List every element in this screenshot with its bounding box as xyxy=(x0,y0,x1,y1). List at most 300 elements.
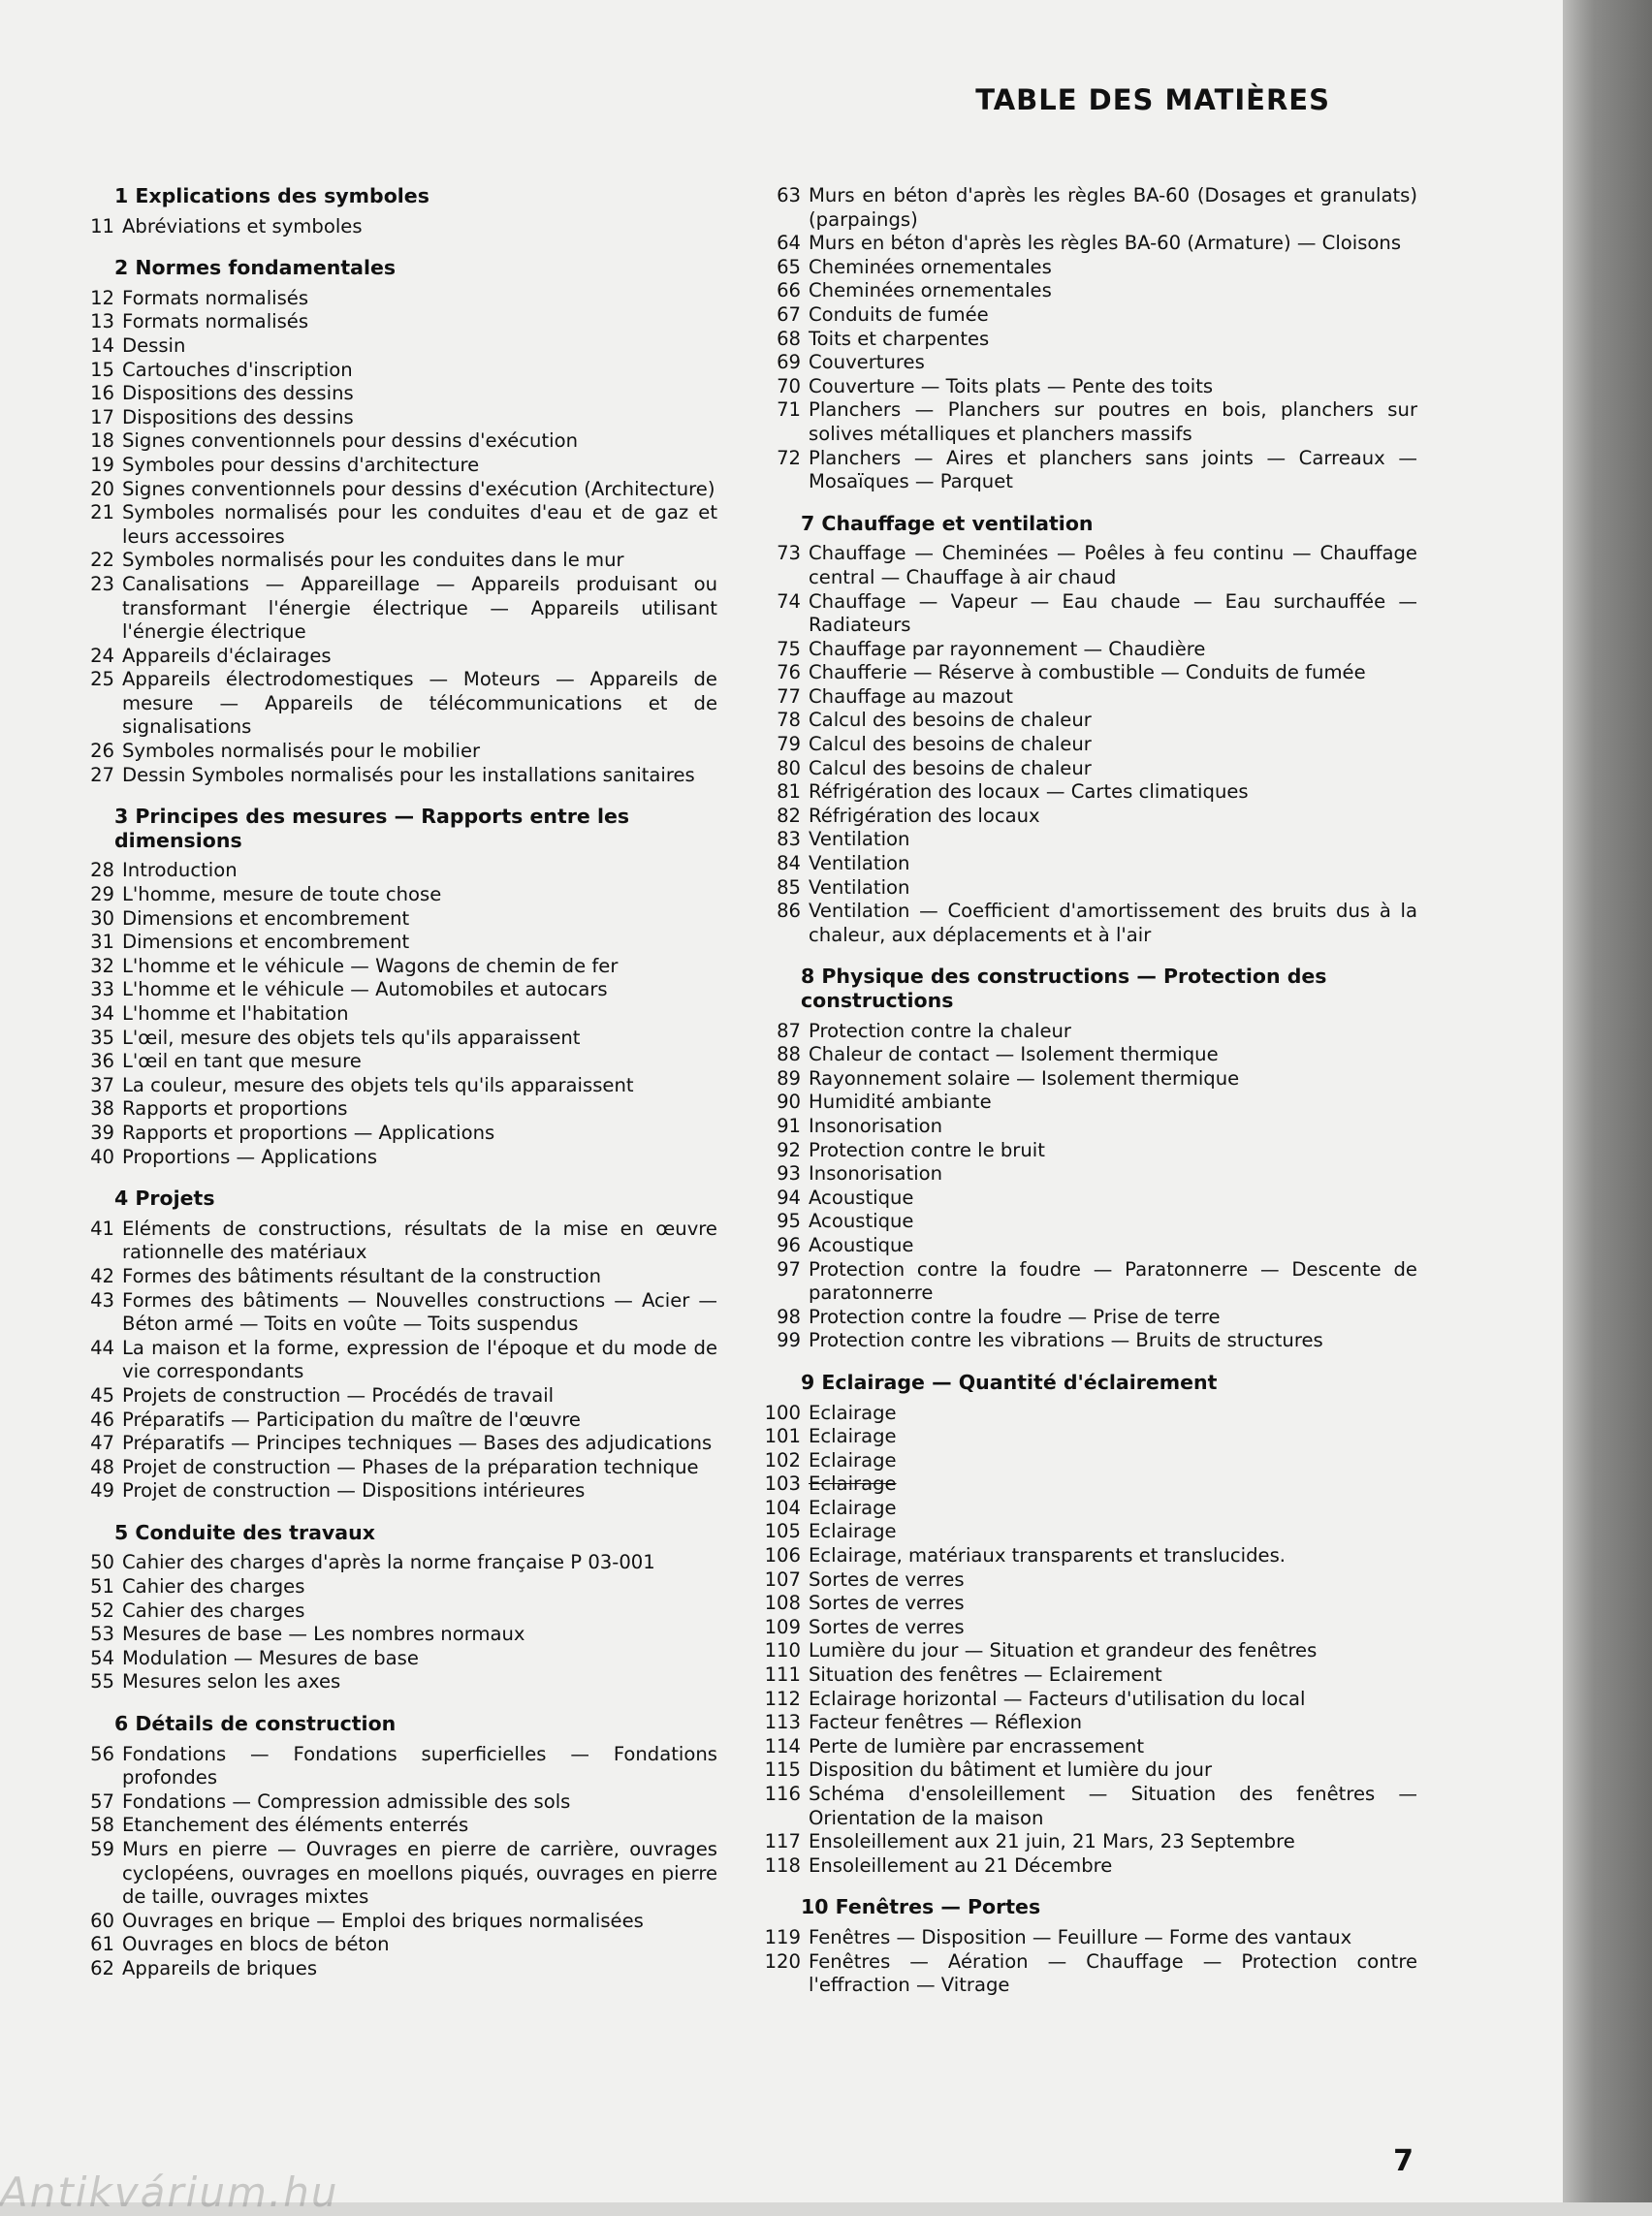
entry-title: Sortes de verres xyxy=(809,1567,965,1591)
entry-page-number: 21 xyxy=(90,501,114,524)
toc-entry xyxy=(758,279,1417,303)
entry-page-number: 84 xyxy=(777,852,801,875)
entry-page-number: 68 xyxy=(777,327,801,350)
entry-page-number: 93 xyxy=(777,1162,801,1186)
toc-entry xyxy=(758,256,1417,280)
entry-page-number: 60 xyxy=(90,1909,114,1932)
toc-entry xyxy=(758,303,1417,328)
page-edge-shadow xyxy=(1563,0,1652,2202)
entry-title: Cheminées ornementales xyxy=(809,255,1052,278)
toc-entry xyxy=(76,931,717,955)
entry-page-number: 12 xyxy=(90,286,114,309)
entry-page-number: 57 xyxy=(90,1789,114,1813)
toc-entry xyxy=(758,1306,1417,1330)
toc-entry xyxy=(758,184,1417,232)
toc-entry xyxy=(76,359,717,383)
entry-page-number: 75 xyxy=(777,637,801,660)
toc-entry xyxy=(758,542,1417,589)
entry-page-number: 49 xyxy=(90,1479,114,1503)
entry-title: Eclairage xyxy=(809,1401,897,1424)
toc-entry xyxy=(76,1027,717,1051)
entry-title: Appareils d'éclairages xyxy=(122,644,332,667)
entry-page-number: 101 xyxy=(764,1425,801,1448)
toc-entry xyxy=(758,1115,1417,1139)
entry-page-number: 28 xyxy=(90,859,114,882)
toc-entry xyxy=(76,287,717,311)
entry-page-number: 97 xyxy=(777,1257,801,1281)
entry-title: La maison et la forme, expression de l'époque et du mode de vie correspondants xyxy=(122,1336,717,1383)
entry-page-number: 73 xyxy=(777,542,801,565)
entry-title: Introduction xyxy=(122,859,238,882)
entry-title: Ouvrages en blocs de béton xyxy=(122,1933,390,1956)
entry-title: Dispositions des dessins xyxy=(122,382,354,405)
toc-entry xyxy=(758,1544,1417,1568)
entry-page-number: 53 xyxy=(90,1623,114,1646)
toc-entry xyxy=(76,1074,717,1098)
entry-title: Humidité ambiante xyxy=(809,1091,992,1114)
entry-page-number: 106 xyxy=(764,1544,801,1567)
entry-page-number: 41 xyxy=(90,1217,114,1240)
toc-entry xyxy=(76,668,717,740)
entry-title: Fondations — Fondations superficielles — Fondations profondes xyxy=(122,1742,717,1789)
entry-title: Fenêtres — Aération — Chauffage — Protection contre l'effraction — Vitrage xyxy=(809,1949,1417,1997)
entry-title: Planchers — Aires et planchers sans joints — Carreaux — Mosaïques — Parquet xyxy=(809,446,1417,493)
entry-title: Toits et charpentes xyxy=(809,327,990,350)
entry-title: Proportions — Applications xyxy=(122,1145,378,1168)
toc-entry xyxy=(76,1910,717,1934)
toc-entry xyxy=(76,1647,717,1671)
toc-entry xyxy=(76,454,717,478)
toc-entry xyxy=(76,1599,717,1624)
toc-entry xyxy=(76,1551,717,1575)
entry-title: Chauffage — Vapeur — Eau chaude — Eau surchauffée — Radiateurs xyxy=(809,589,1417,637)
toc-entry xyxy=(758,375,1417,399)
entry-page-number: 117 xyxy=(764,1830,801,1853)
toc-entry xyxy=(758,590,1417,638)
entry-page-number: 65 xyxy=(777,255,801,278)
entry-title: Appareils électrodomestiques — Moteurs — Appareils de mesure — Appareils de télécommunications et de signalisations xyxy=(122,668,717,739)
entry-title: Eclairage xyxy=(809,1520,897,1543)
toc-entry xyxy=(76,978,717,1002)
toc-entry xyxy=(758,638,1417,662)
toc-entry xyxy=(758,876,1417,901)
toc-entry xyxy=(758,900,1417,947)
entry-title: Acoustique xyxy=(809,1210,914,1233)
entry-page-number: 83 xyxy=(777,828,801,851)
entry-page-number: 24 xyxy=(90,644,114,667)
entry-title: Sortes de verres xyxy=(809,1615,965,1638)
entry-page-number: 48 xyxy=(90,1455,114,1478)
entry-page-number: 74 xyxy=(777,589,801,613)
entry-page-number: 46 xyxy=(90,1408,114,1431)
entry-page-number: 88 xyxy=(777,1043,801,1066)
entry-title: L'homme, mesure de toute chose xyxy=(122,883,442,906)
entry-title: L'homme et le véhicule — Automobiles et autocars xyxy=(122,978,608,1001)
toc-entry xyxy=(76,1432,717,1456)
toc-entry xyxy=(76,382,717,406)
toc-entry xyxy=(76,573,717,645)
entry-page-number: 105 xyxy=(764,1520,801,1543)
toc-entry xyxy=(76,1479,717,1504)
entry-page-number: 14 xyxy=(90,333,114,357)
entry-page-number: 96 xyxy=(777,1233,801,1256)
toc-entry xyxy=(758,1520,1417,1544)
toc-entry xyxy=(758,398,1417,446)
toc-entry xyxy=(758,1020,1417,1044)
entry-title: Cahier des charges xyxy=(122,1599,305,1622)
entry-title: Ventilation — Coefficient d'amortissement des bruits dus à la chaleur, aux déplacements et à l'air xyxy=(809,900,1417,946)
toc-entry xyxy=(758,1425,1417,1449)
section-heading: 5 Conduite des travaux xyxy=(114,1520,375,1544)
entry-page-number: 76 xyxy=(777,661,801,684)
toc-entry xyxy=(758,1663,1417,1688)
entry-title: Eclairage, matériaux transparents et translucides. xyxy=(809,1544,1287,1567)
entry-page-number: 19 xyxy=(90,453,114,476)
toc-entry xyxy=(758,805,1417,829)
entry-title: Modulation — Mesures de base xyxy=(122,1646,419,1669)
entry-page-number: 109 xyxy=(764,1615,801,1638)
toc-entry xyxy=(758,733,1417,757)
entry-title: Symboles normalisés pour les conduites d'eau et de gaz et leurs accessoires xyxy=(122,501,717,548)
entry-page-number: 79 xyxy=(777,733,801,756)
entry-page-number: 78 xyxy=(777,709,801,732)
toc-entry xyxy=(76,1218,717,1265)
entry-title: Rayonnement solaire — Isolement thermique xyxy=(809,1066,1240,1090)
toc-left-column xyxy=(76,184,717,1981)
toc-entry xyxy=(758,1568,1417,1593)
entry-title: Couvertures xyxy=(809,351,925,374)
toc-entry xyxy=(76,1838,717,1910)
toc-entry xyxy=(758,1688,1417,1712)
toc-entry xyxy=(758,780,1417,805)
entry-title: Ensoleillement aux 21 juin, 21 Mars, 23 Septembre xyxy=(809,1830,1295,1853)
entry-page-number: 31 xyxy=(90,931,114,954)
entry-title: Formes des bâtiments — Nouvelles constructions — Acier — Béton armé — Toits en voûte — Toits suspendus xyxy=(122,1288,717,1336)
entry-page-number: 39 xyxy=(90,1121,114,1144)
entry-title: Projets de construction — Procédés de travail xyxy=(122,1383,555,1407)
section-heading: 8 Physique des constructions — Protection des constructions xyxy=(801,965,1327,1012)
toc-entry xyxy=(758,351,1417,375)
toc-entry xyxy=(76,1337,717,1384)
entry-page-number: 87 xyxy=(777,1019,801,1042)
entry-title: Ensoleillement au 21 Décembre xyxy=(809,1853,1113,1877)
section-heading: 10 Fenêtres — Portes xyxy=(801,1895,1041,1919)
entry-page-number: 62 xyxy=(90,1956,114,1979)
section-heading: 2 Normes fondamentales xyxy=(114,256,397,280)
entry-title: Conduits de fumée xyxy=(809,302,989,326)
entry-page-number: 16 xyxy=(90,382,114,405)
entry-page-number: 47 xyxy=(90,1432,114,1455)
entry-title: Ouvrages en brique — Emploi des briques normalisées xyxy=(122,1909,644,1932)
entry-page-number: 35 xyxy=(90,1026,114,1049)
entry-page-number: 22 xyxy=(90,549,114,572)
entry-title: Signes conventionnels pour dessins d'exécution xyxy=(122,429,579,453)
section-heading: 3 Principes des mesures — Rapports entre les dimensions xyxy=(114,805,630,852)
entry-page-number: 113 xyxy=(764,1711,801,1734)
toc-entry xyxy=(758,1067,1417,1092)
toc-entry xyxy=(76,310,717,334)
entry-title: Murs en béton d'après les règles BA-60 (Armature) — Cloisons xyxy=(809,232,1402,255)
entry-title: Chauffage par rayonnement — Chaudière xyxy=(809,637,1206,660)
entry-page-number: 63 xyxy=(777,184,801,206)
entry-title: Lumière du jour — Situation et grandeur des fenêtres xyxy=(809,1639,1318,1662)
toc-entry xyxy=(758,685,1417,710)
toc-entry xyxy=(76,1456,717,1480)
toc-entry xyxy=(76,859,717,883)
toc-entry xyxy=(758,1950,1417,1998)
entry-page-number: 102 xyxy=(764,1448,801,1472)
entry-page-number: 116 xyxy=(764,1783,801,1805)
toc-entry xyxy=(758,1854,1417,1879)
entry-page-number: 92 xyxy=(777,1138,801,1161)
entry-title: Protection contre le bruit xyxy=(809,1138,1045,1161)
entry-page-number: 25 xyxy=(90,668,114,691)
toc-entry xyxy=(76,1265,717,1289)
entry-page-number: 30 xyxy=(90,906,114,930)
toc-entry xyxy=(76,501,717,549)
entry-title: Abréviations et symboles xyxy=(122,214,363,237)
entry-title: Cheminées ornementales xyxy=(809,279,1052,302)
entry-page-number: 15 xyxy=(90,358,114,381)
entry-title: Projet de construction — Phases de la préparation technique xyxy=(122,1455,699,1478)
entry-title: Protection contre la chaleur xyxy=(809,1019,1071,1042)
entry-title: Murs en pierre — Ouvrages en pierre de carrière, ouvrages cyclopéens, ouvrages en moellons piqués, ouvrages en pierre de taille, ouvrages mixtes xyxy=(122,1838,717,1909)
entry-title: Formats normalisés xyxy=(122,286,309,309)
toc-entry xyxy=(76,764,717,788)
entry-page-number: 55 xyxy=(90,1670,114,1694)
entry-page-number: 115 xyxy=(764,1758,801,1782)
entry-page-number: 51 xyxy=(90,1575,114,1599)
entry-page-number: 27 xyxy=(90,763,114,786)
entry-title: Symboles normalisés pour le mobilier xyxy=(122,740,481,763)
entry-page-number: 82 xyxy=(777,804,801,827)
entry-title: Calcul des besoins de chaleur xyxy=(809,709,1092,732)
toc-entry xyxy=(76,1122,717,1146)
toc-entry xyxy=(76,1743,717,1790)
entry-title: Réfrigération des locaux xyxy=(809,804,1040,827)
entry-page-number: 23 xyxy=(90,572,114,595)
toc-entry xyxy=(758,1187,1417,1211)
entry-page-number: 120 xyxy=(764,1949,801,1973)
entry-page-number: 59 xyxy=(90,1838,114,1860)
section-heading: 1 Explications des symboles xyxy=(114,184,429,207)
toc-entry xyxy=(758,328,1417,352)
entry-title: Formats normalisés xyxy=(122,310,309,333)
toc-entry xyxy=(758,1758,1417,1783)
entry-title: Murs en béton d'après les règles BA-60 (Dosages et granulats) (parpaings) xyxy=(809,184,1417,231)
entry-page-number: 86 xyxy=(777,900,801,923)
toc-entry xyxy=(758,1139,1417,1163)
entry-page-number: 36 xyxy=(90,1050,114,1073)
entry-title: Dimensions et encombrement xyxy=(122,931,410,954)
entry-page-number: 13 xyxy=(90,310,114,333)
entry-page-number: 29 xyxy=(90,883,114,906)
page-number: 7 xyxy=(1393,2144,1414,2178)
entry-title: Ventilation xyxy=(809,875,910,899)
toc-entry xyxy=(76,1146,717,1170)
entry-page-number: 111 xyxy=(764,1663,801,1687)
entry-page-number: 58 xyxy=(90,1814,114,1837)
entry-title: Préparatifs — Participation du maître de l'œuvre xyxy=(122,1408,581,1431)
entry-title: Perte de lumière par encrassement xyxy=(809,1734,1145,1757)
entry-page-number: 77 xyxy=(777,684,801,708)
entry-title: L'homme et l'habitation xyxy=(122,1002,349,1025)
entry-title: Disposition du bâtiment et lumière du jour xyxy=(809,1758,1213,1782)
toc-entry xyxy=(76,955,717,979)
entry-page-number: 80 xyxy=(777,756,801,779)
entry-title: Eclairage horizontal — Facteurs d'utilisation du local xyxy=(809,1687,1306,1710)
toc-entry xyxy=(76,1409,717,1433)
entry-title: Mesures de base — Les nombres normaux xyxy=(122,1623,525,1646)
entry-page-number: 52 xyxy=(90,1599,114,1622)
toc-entry xyxy=(76,1623,717,1647)
toc-entry xyxy=(76,740,717,764)
entry-page-number: 99 xyxy=(777,1329,801,1352)
entry-title: Appareils de briques xyxy=(122,1956,318,1979)
toc-entry xyxy=(76,1957,717,1981)
toc-entry xyxy=(76,334,717,359)
entry-title: Calcul des besoins de chaleur xyxy=(809,756,1092,779)
toc-entry xyxy=(76,406,717,430)
entry-title: Chauffage au mazout xyxy=(809,684,1013,708)
entry-title: Projet de construction — Dispositions intérieures xyxy=(122,1479,586,1503)
entry-title: Chaufferie — Réserve à combustible — Conduits de fumée xyxy=(809,661,1366,684)
entry-page-number: 61 xyxy=(90,1933,114,1956)
entry-title: Situation des fenêtres — Eclairement xyxy=(809,1663,1162,1687)
toc-entry xyxy=(758,1711,1417,1735)
entry-title: Dessin xyxy=(122,333,186,357)
entry-title: Eclairage xyxy=(809,1496,897,1519)
entry-title: Cartouches d'inscription xyxy=(122,358,353,381)
entry-title: Dessin Symboles normalisés pour les installations sanitaires xyxy=(122,763,695,786)
entry-title: Ventilation xyxy=(809,828,910,851)
entry-title: Insonorisation xyxy=(809,1114,943,1137)
entry-title: Canalisations — Appareillage — Appareils produisant ou transformant l'énergie électrique — Appareils utilisant l'énergie électrique xyxy=(122,572,717,644)
entry-title: Eclairage xyxy=(809,1425,897,1448)
entry-title: Planchers — Planchers sur poutres en bois, planchers sur solives métalliques et planchers massifs xyxy=(809,398,1417,445)
entry-page-number: 64 xyxy=(777,232,801,255)
entry-page-number: 18 xyxy=(90,429,114,453)
entry-page-number: 85 xyxy=(777,875,801,899)
entry-page-number: 32 xyxy=(90,954,114,977)
entry-title: Eclairage xyxy=(809,1448,897,1472)
entry-title: Ventilation xyxy=(809,852,910,875)
toc-entry xyxy=(76,429,717,454)
toc-entry xyxy=(758,757,1417,781)
entry-page-number: 107 xyxy=(764,1567,801,1591)
entry-page-number: 90 xyxy=(777,1091,801,1114)
entry-page-number: 40 xyxy=(90,1145,114,1168)
entry-page-number: 26 xyxy=(90,740,114,763)
entry-title: Calcul des besoins de chaleur xyxy=(809,733,1092,756)
entry-page-number: 20 xyxy=(90,477,114,500)
entry-title: La couleur, mesure des objets tels qu'ils apparaissent xyxy=(122,1073,634,1096)
toc-entry xyxy=(76,1670,717,1694)
toc-entry xyxy=(758,1472,1417,1497)
entry-title: Rapports et proportions — Applications xyxy=(122,1121,495,1144)
entry-title: Fondations — Compression admissible des sols xyxy=(122,1789,571,1813)
toc-entry xyxy=(758,1449,1417,1473)
toc-entry xyxy=(758,1592,1417,1616)
entry-page-number: 66 xyxy=(777,279,801,302)
toc-entry xyxy=(758,1616,1417,1640)
entry-page-number: 98 xyxy=(777,1305,801,1328)
section-heading: 7 Chauffage et ventilation xyxy=(801,511,1094,535)
entry-title: Chauffage — Cheminées — Poêles à feu continu — Chauffage central — Chauffage à air chaud xyxy=(809,542,1417,588)
toc-entry xyxy=(758,1258,1417,1306)
entry-page-number: 42 xyxy=(90,1264,114,1287)
entry-title: L'œil, mesure des objets tels qu'ils apparaissent xyxy=(122,1026,581,1049)
toc-entry xyxy=(76,478,717,502)
entry-page-number: 108 xyxy=(764,1592,801,1615)
entry-title: Mesures selon les axes xyxy=(122,1670,341,1694)
toc-entry xyxy=(758,852,1417,876)
entry-title: Eléments de constructions, résultats de la mise en œuvre rationnelle des matériaux xyxy=(122,1217,717,1264)
section-heading: 4 Projets xyxy=(114,1187,215,1211)
entry-page-number: 45 xyxy=(90,1383,114,1407)
entry-page-number: 11 xyxy=(90,214,114,237)
toc-entry xyxy=(758,1497,1417,1521)
entry-title: Eclairage xyxy=(809,1472,897,1496)
toc-entry xyxy=(758,1329,1417,1353)
entry-page-number: 43 xyxy=(90,1288,114,1312)
entry-title: Dimensions et encombrement xyxy=(122,906,410,930)
toc-entry xyxy=(76,883,717,907)
toc-entry xyxy=(758,1162,1417,1187)
entry-title: Cahier des charges d'après la norme française P 03-001 xyxy=(122,1551,655,1574)
entry-page-number: 91 xyxy=(777,1114,801,1137)
toc-entry xyxy=(76,645,717,669)
entry-title: Facteur fenêtres — Réflexion xyxy=(809,1711,1083,1734)
toc-entry xyxy=(76,215,717,239)
toc-entry xyxy=(758,447,1417,494)
watermark: Antikvárium.hu xyxy=(0,2169,339,2216)
toc-entry xyxy=(76,1933,717,1957)
entry-title: Sortes de verres xyxy=(809,1592,965,1615)
toc-entry xyxy=(758,1234,1417,1258)
entry-page-number: 81 xyxy=(777,780,801,804)
entry-title: Couverture — Toits plats — Pente des toits xyxy=(809,374,1214,397)
entry-title: Symboles pour dessins d'architecture xyxy=(122,453,480,476)
toc-entry xyxy=(758,232,1417,256)
entry-page-number: 70 xyxy=(777,374,801,397)
entry-page-number: 56 xyxy=(90,1742,114,1765)
page-title: TABLE DES MATIÈRES xyxy=(975,83,1330,116)
toc-entry xyxy=(76,1050,717,1074)
toc-entry xyxy=(758,1043,1417,1067)
entry-page-number: 71 xyxy=(777,398,801,422)
entry-page-number: 112 xyxy=(764,1687,801,1710)
entry-title: Fenêtres — Disposition — Feuillure — Forme des vantaux xyxy=(809,1925,1352,1948)
entry-title: Chaleur de contact — Isolement thermique xyxy=(809,1043,1219,1066)
toc-entry xyxy=(758,1926,1417,1950)
entry-title: Protection contre les vibrations — Bruits de structures xyxy=(809,1329,1323,1352)
entry-title: Rapports et proportions xyxy=(122,1097,348,1121)
entry-title: Insonorisation xyxy=(809,1162,943,1186)
entry-title: L'homme et le véhicule — Wagons de chemin de fer xyxy=(122,954,619,977)
entry-title: Acoustique xyxy=(809,1186,914,1209)
entry-title: Acoustique xyxy=(809,1233,914,1256)
entry-title: Dispositions des dessins xyxy=(122,405,354,428)
entry-page-number: 33 xyxy=(90,978,114,1001)
entry-title: Signes conventionnels pour dessins d'exécution (Architecture) xyxy=(122,477,715,500)
toc-entry xyxy=(76,1814,717,1838)
entry-title: Préparatifs — Principes techniques — Bases des adjudications xyxy=(122,1432,713,1455)
toc-entry xyxy=(758,1402,1417,1426)
toc-entry xyxy=(76,1790,717,1815)
section-heading: 9 Eclairage — Quantité d'éclairement xyxy=(801,1370,1218,1394)
toc-entry xyxy=(758,1091,1417,1115)
